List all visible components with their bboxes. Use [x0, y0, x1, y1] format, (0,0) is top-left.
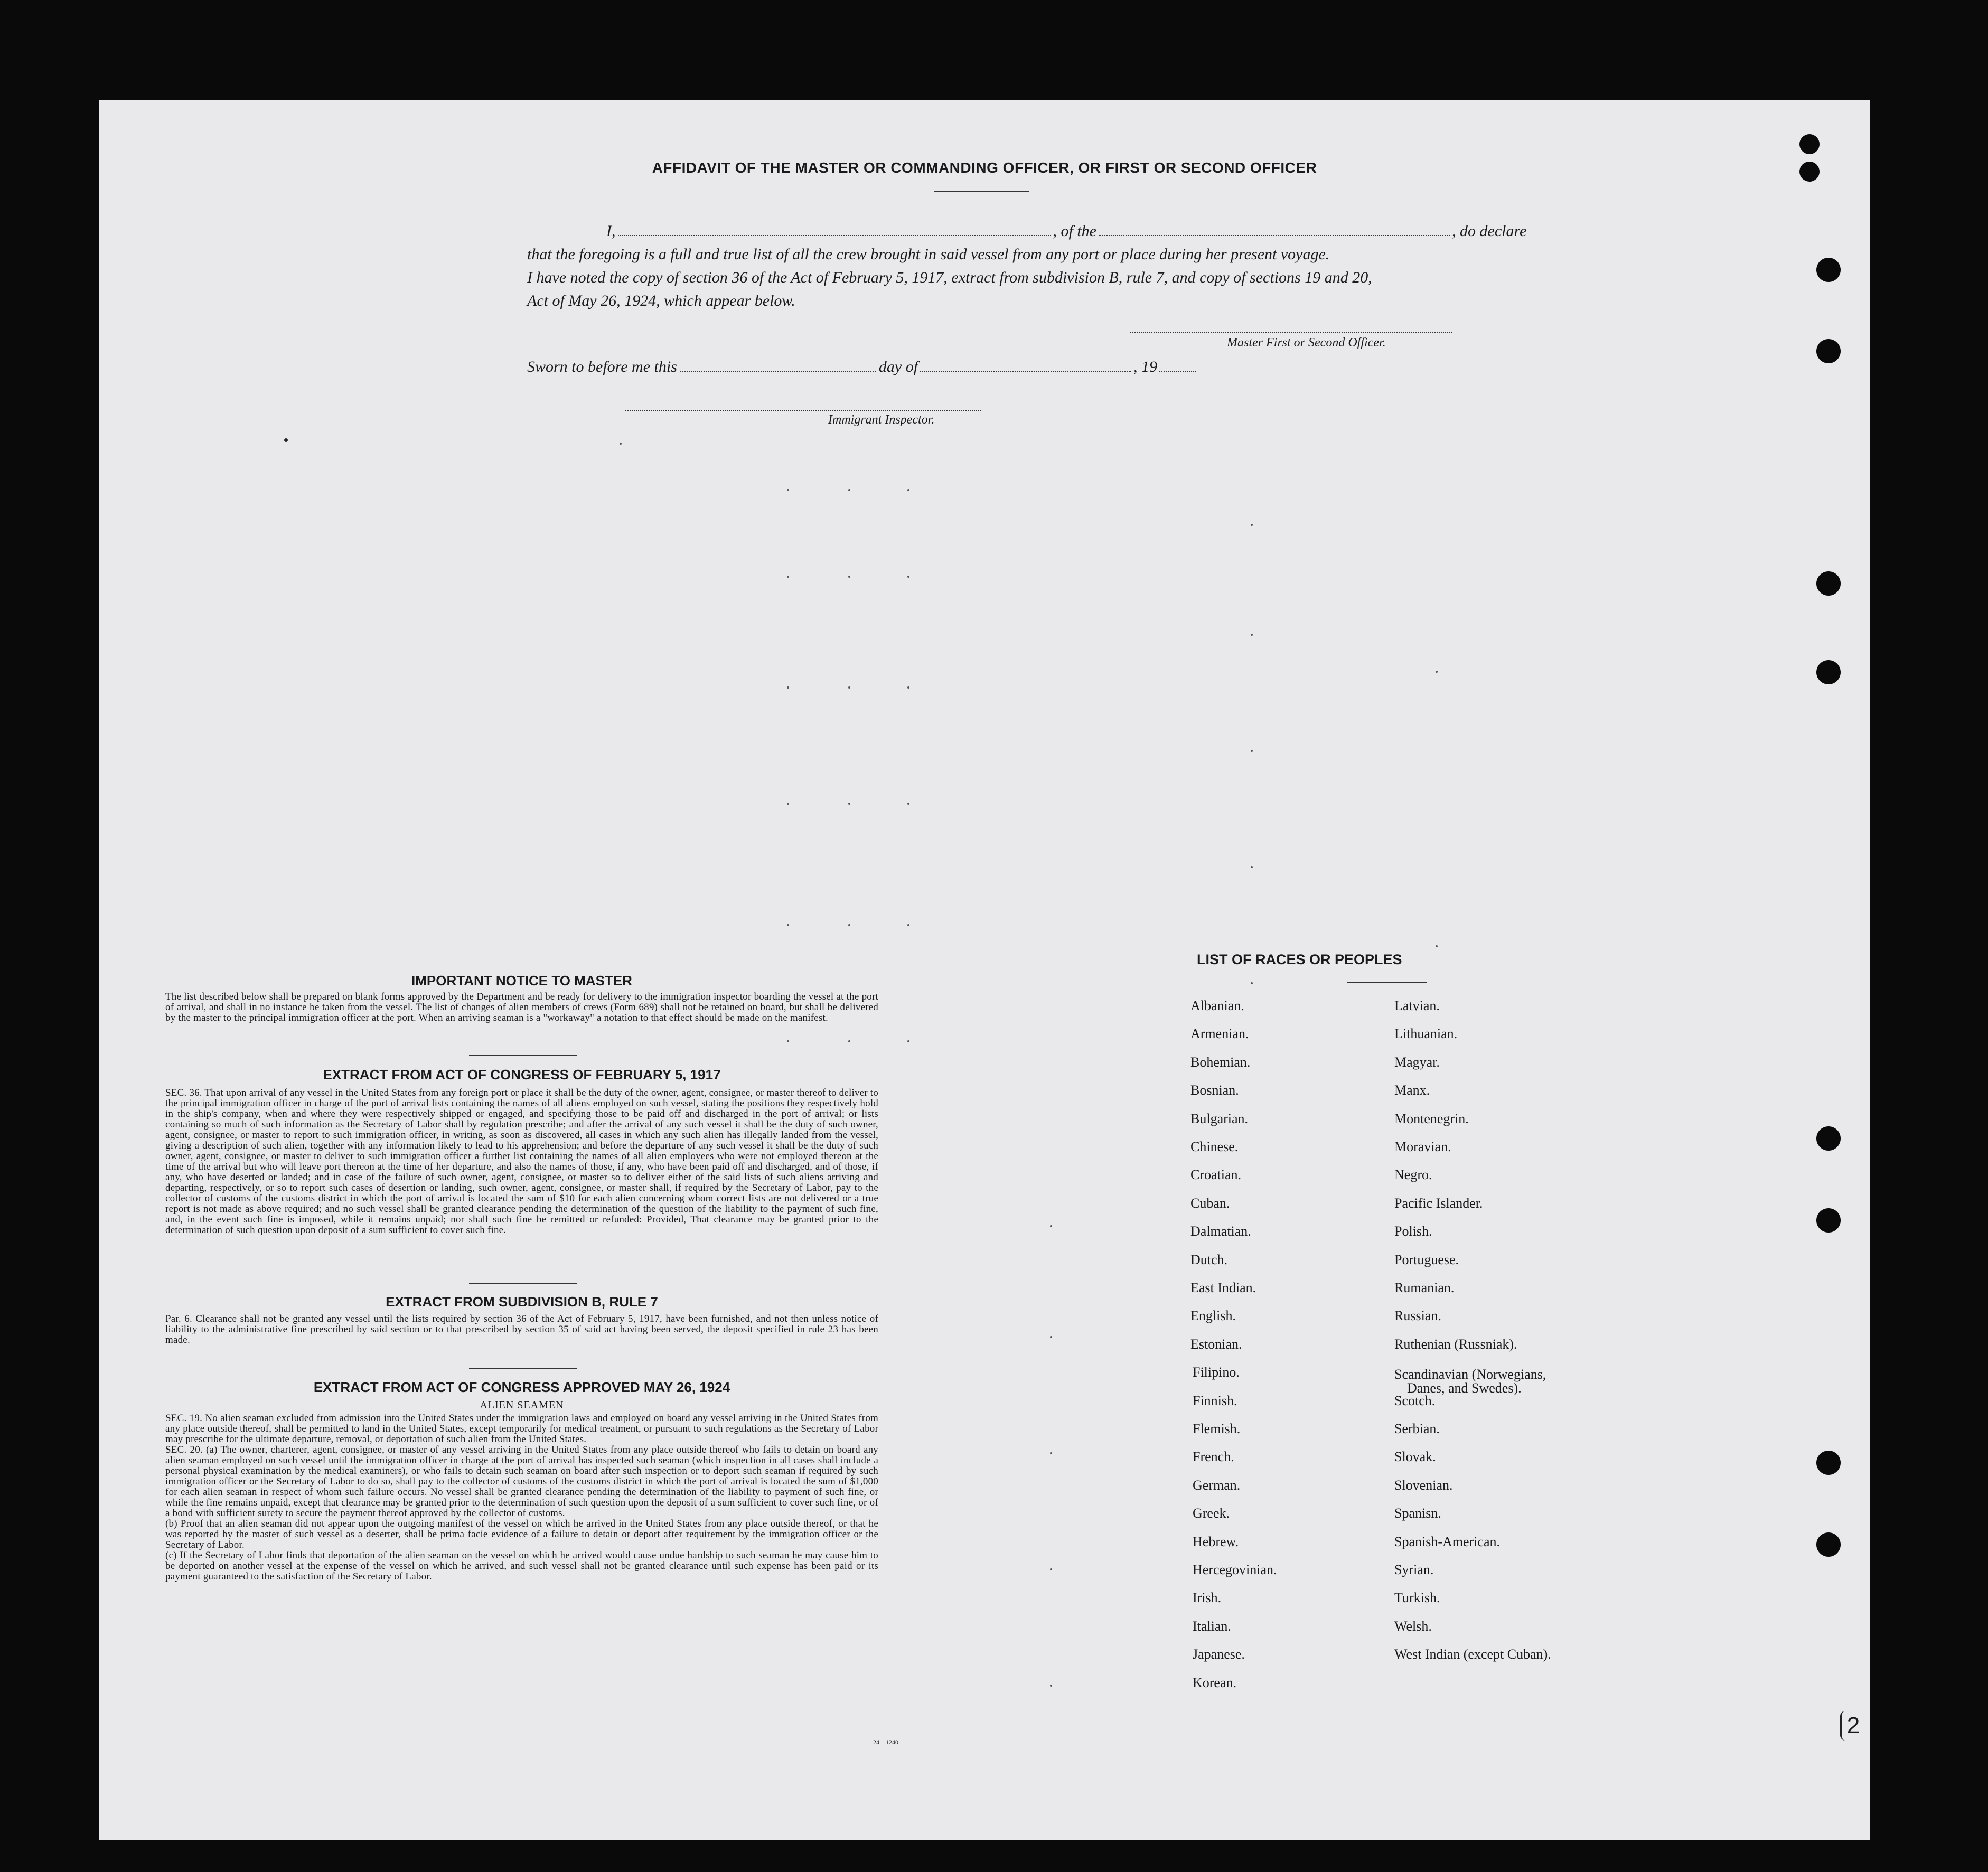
race-item: Scotch. — [1394, 1393, 1436, 1408]
alien-seamen-subtitle: ALIEN SEAMEN — [480, 1399, 564, 1411]
race-item: Latvian. — [1394, 998, 1440, 1013]
race-item: Syrian. — [1394, 1562, 1434, 1577]
affidavit-of-the: , of the — [1053, 222, 1096, 240]
race-item: Dalmatian. — [1190, 1224, 1251, 1239]
extract-1917-title: EXTRACT FROM ACT OF CONGRESS OF FEBRUARY 5, 1917 — [323, 1067, 721, 1083]
sec-20b: (b) Proof that an alien seaman did not appear upon the outgoing manifest of the vessel on which he arrived in the United States from any place outside thereof, or that he was reported by the master of such vessel as a deserter, shall be prima facie evidence of a failure to detain or deport after requirement by the immigration officer or the Secretary of Labor. — [165, 1518, 878, 1550]
affidavit-line-2: that the foregoing is a full and true list of all the crew brought in said vessel from any port or place during her present voyage. — [527, 246, 1330, 263]
race-item: Montenegrin. — [1394, 1111, 1469, 1126]
inspector-signature-label: Immigrant Inspector. — [828, 413, 935, 427]
race-item: Chinese. — [1190, 1139, 1239, 1154]
affidavit-title: AFFIDAVIT OF THE MASTER OR COMMANDING OFFICER, OR FIRST OR SECOND OFFICER — [652, 159, 1317, 176]
race-item: Hercegovinian. — [1193, 1562, 1277, 1577]
race-item: Portuguese. — [1394, 1252, 1459, 1267]
affidavit-line-3: I have noted the copy of section 36 of the Act of February 5, 1917, extract from subdivision B, rule 7, and copy of sections 19 and 20, — [527, 269, 1372, 286]
master-signature-line — [1130, 332, 1452, 333]
master-signature-label: Master First or Second Officer. — [1227, 336, 1386, 350]
race-item: Welsh. — [1394, 1618, 1432, 1634]
divider — [934, 191, 1029, 192]
month-blank — [920, 371, 1131, 372]
punch-hole — [1799, 134, 1820, 154]
punch-hole — [1816, 1126, 1841, 1151]
extract-1924-body — [165, 1413, 878, 1582]
race-item: Bulgarian. — [1190, 1111, 1249, 1126]
race-item: Negro. — [1394, 1167, 1432, 1183]
race-item: Slovak. — [1394, 1449, 1436, 1465]
race-item: Turkish. — [1394, 1590, 1440, 1606]
affidavit-declaration — [527, 220, 1574, 313]
race-item: Greek. — [1193, 1506, 1230, 1521]
punch-hole — [1816, 660, 1841, 684]
race-item: Armenian. — [1190, 1026, 1249, 1042]
race-item: Croatian. — [1190, 1167, 1242, 1183]
race-item: Pacific Islander. — [1394, 1195, 1483, 1211]
race-item: Spanisn. — [1394, 1506, 1441, 1521]
punch-hole — [1799, 162, 1820, 182]
punch-hole — [1816, 258, 1841, 282]
race-item: Cuban. — [1190, 1195, 1230, 1211]
affidavit-i: I, — [606, 222, 616, 240]
affidavit-do-declare: , do declare — [1452, 222, 1527, 240]
affidavit-line-4: Act of May 26, 1924, which appear below. — [527, 292, 795, 309]
sec-20c: (c) If the Secretary of Labor finds that deportation of the alien seaman on the vessel on which he arrived would cause undue hardship to such seaman he may cause him to be deported on another vessel at the expense of the vessel on which he arrived, and such vessel shall not be granted clearance until such expense has been paid or its payment guaranteed to the satisfaction of the Secretary of Labor. — [165, 1550, 878, 1582]
race-item: English. — [1190, 1308, 1236, 1324]
sworn-line — [527, 358, 1196, 376]
race-item: Finnish. — [1193, 1393, 1237, 1408]
extract-1917-body: SEC. 36. That upon arrival of any vessel in the United States from any foreign port or place it shall be the duty of the owner, agent, consignee, or master thereof to deliver to the principal immigration officer in charge of the port of arrival lists containing the names of all aliens employed on such vessel, stating the positions they respectively hold in the ship's company, when and where they were respectively shipped or engaged, and specifying those to be paid off and discharged in the port of arrival; or lists containing so much of such information as the Secretary of Labor shall by regulation prescribe; and after the arrival of any such vessel it shall be the duty of such owner, agent, consignee, or master to report to such immigration officer, in writing, as soon as discovered, all cases in which any such alien has illegally landed from the vessel, giving a description of such alien, together with any information likely to lead to his apprehension; and before the departure of any such vessel it shall be the duty of such owner, agent, consignee, or master to deliver to such immigration officer a further list containing the names of all alien employees who were not employed thereon at the time of the arrival but who will leave port thereon at the time of her departure, and also the names of those, if any, who have been paid off and discharged, and of those, if any, who have deserted or landed; and in case of the failure of such owner, agent, consignee, or master so to deliver either of the said lists of such aliens arriving and departing, respectively, or so to report such cases of desertion or landing, such owner, agent, consignee, or master shall, if required by the Secretary of Labor, pay to the collector of customs of the customs district in which the port of arrival is located the sum of $10 for each alien concerning whom correct lists are not delivered or a true report is not made as above required; and no such vessel shall be granted clearance pending the determination of the question of the liability to the payment of such fine, and, in the event such fine is imposed, while it remains unpaid; nor shall such fine be remitted or refunded: Provided, That clearance may be granted prior to the determination of such question upon deposit of a sum sufficient to cover such fine. — [165, 1087, 878, 1236]
notice-body: The list described below shall be prepared on blank forms approved by the Department and be ready for delivery to the immigration inspector boarding the vessel at the port of arrival, and shall in no instance be taken from the vessel. The list of changes of alien members of crews (Form 689) shall not be retained on board, but shall be delivered by the master to the principal immigration officer at the port. When an arriving seaman is a "workaway" a notation to that effect should be made on the manifest. — [165, 991, 878, 1023]
race-item: Danes, and Swedes). — [1407, 1380, 1522, 1396]
name-blank — [618, 235, 1051, 236]
punch-hole — [1816, 571, 1841, 596]
day-blank — [680, 371, 876, 372]
race-item: Manx. — [1394, 1083, 1430, 1098]
race-item: East Indian. — [1190, 1280, 1256, 1295]
inspector-signature-line — [625, 410, 981, 411]
vessel-blank — [1099, 235, 1450, 236]
race-item: Moravian. — [1394, 1139, 1451, 1154]
punch-hole — [1816, 1451, 1841, 1475]
race-item: West Indian (except Cuban). — [1394, 1647, 1551, 1662]
punch-hole — [1816, 1208, 1841, 1233]
race-item: Dutch. — [1190, 1252, 1228, 1267]
rule7-title: EXTRACT FROM SUBDIVISION B, RULE 7 — [386, 1294, 658, 1310]
sec-20a: SEC. 20. (a) The owner, charterer, agent, consignee, or master of any vessel arriving in the United States from any place outside thereof who fails to detain on board any alien seaman employed on such vessel until the immigration officer in charge at the port of arrival has inspected such seaman (which inspection in all cases shall include a personal physical examination by the medical examiners), or who fails to detain such seaman on board after such inspection or to deport such seaman if required by such immigration officer or the Secretary of Labor to do so, shall pay to the collector of customs of the customs district in which the port of arrival is located the sum of $1,000 for each alien seaman in respect of whom such failure occurs. No vessel shall be granted clearance pending the determination of the liability to payment of such fine, or while the fine remains unpaid, except that clearance may be granted prior to the determination of such question upon the deposit of a sum sufficient to cover such fine, or of a bond with sufficient surety to secure the payment thereof approved by the collector of customs. — [165, 1444, 878, 1519]
sec-19: SEC. 19. No alien seaman excluded from admission into the United States under the immigration laws and employed on board any vessel arriving in the United States from any place outside thereof, shall be permitted to land in the United States, except temporarily for medical treatment, or pursuant to such regulations as the Secretary of Labor may prescribe for the ultimate departure, removal, or deportation of such alien from the United States. — [165, 1413, 878, 1445]
race-item: French. — [1193, 1449, 1234, 1465]
year-blank — [1159, 371, 1196, 372]
notice-title: IMPORTANT NOTICE TO MASTER — [411, 973, 632, 989]
race-item: Estonian. — [1190, 1336, 1242, 1352]
race-item: Spanish-American. — [1394, 1534, 1501, 1549]
divider — [469, 1283, 577, 1284]
races-title: LIST OF RACES OR PEOPLES — [1197, 952, 1402, 967]
race-item: Serbian. — [1394, 1421, 1440, 1436]
document-sheet — [99, 100, 1870, 1840]
divider — [469, 1368, 577, 1369]
race-item: Lithuanian. — [1394, 1026, 1458, 1042]
race-item: Filipino. — [1193, 1365, 1240, 1380]
race-item: Rumanian. — [1394, 1280, 1455, 1295]
race-item: German. — [1193, 1477, 1241, 1493]
divider — [1347, 982, 1427, 983]
race-item: Japanese. — [1193, 1647, 1245, 1662]
race-item: Bohemian. — [1190, 1054, 1251, 1070]
page-number-mark: 2 — [1840, 1711, 1865, 1741]
divider — [469, 1055, 577, 1056]
race-item: Flemish. — [1193, 1421, 1241, 1436]
race-item: Ruthenian (Russniak). — [1394, 1336, 1517, 1352]
race-item: Scandinavian (Norwegians, — [1394, 1367, 1546, 1382]
race-item: Italian. — [1193, 1618, 1231, 1634]
punch-hole — [1816, 1532, 1841, 1557]
race-item: Slovenian. — [1394, 1477, 1453, 1493]
race-item: Magyar. — [1394, 1054, 1440, 1070]
day-of-label: day of — [878, 358, 918, 375]
race-item: Albanian. — [1190, 998, 1244, 1013]
rule7-body: Par. 6. Clearance shall not be granted any vessel until the lists required by section 36 of the Act of February 5, 1917, have been furnished, and not then unless notice of liability to the administrative fine prescribed by said section or to that prescribed by section 35 of said act having been served, the deposit specified in rule 23 has been made. — [165, 1313, 878, 1346]
punch-hole — [1816, 339, 1841, 363]
year-label: , 19 — [1133, 358, 1158, 375]
race-item: Russian. — [1394, 1308, 1441, 1324]
sworn-label: Sworn to before me this — [527, 358, 677, 375]
race-item: Bosnian. — [1190, 1083, 1239, 1098]
race-item: Polish. — [1394, 1224, 1432, 1239]
form-number: 24—1240 — [873, 1738, 898, 1746]
extract-1924-title: EXTRACT FROM ACT OF CONGRESS APPROVED MAY 26, 1924 — [313, 1379, 730, 1395]
race-item: Korean. — [1193, 1675, 1237, 1690]
race-item: Irish. — [1193, 1590, 1222, 1606]
race-item: Hebrew. — [1193, 1534, 1239, 1549]
